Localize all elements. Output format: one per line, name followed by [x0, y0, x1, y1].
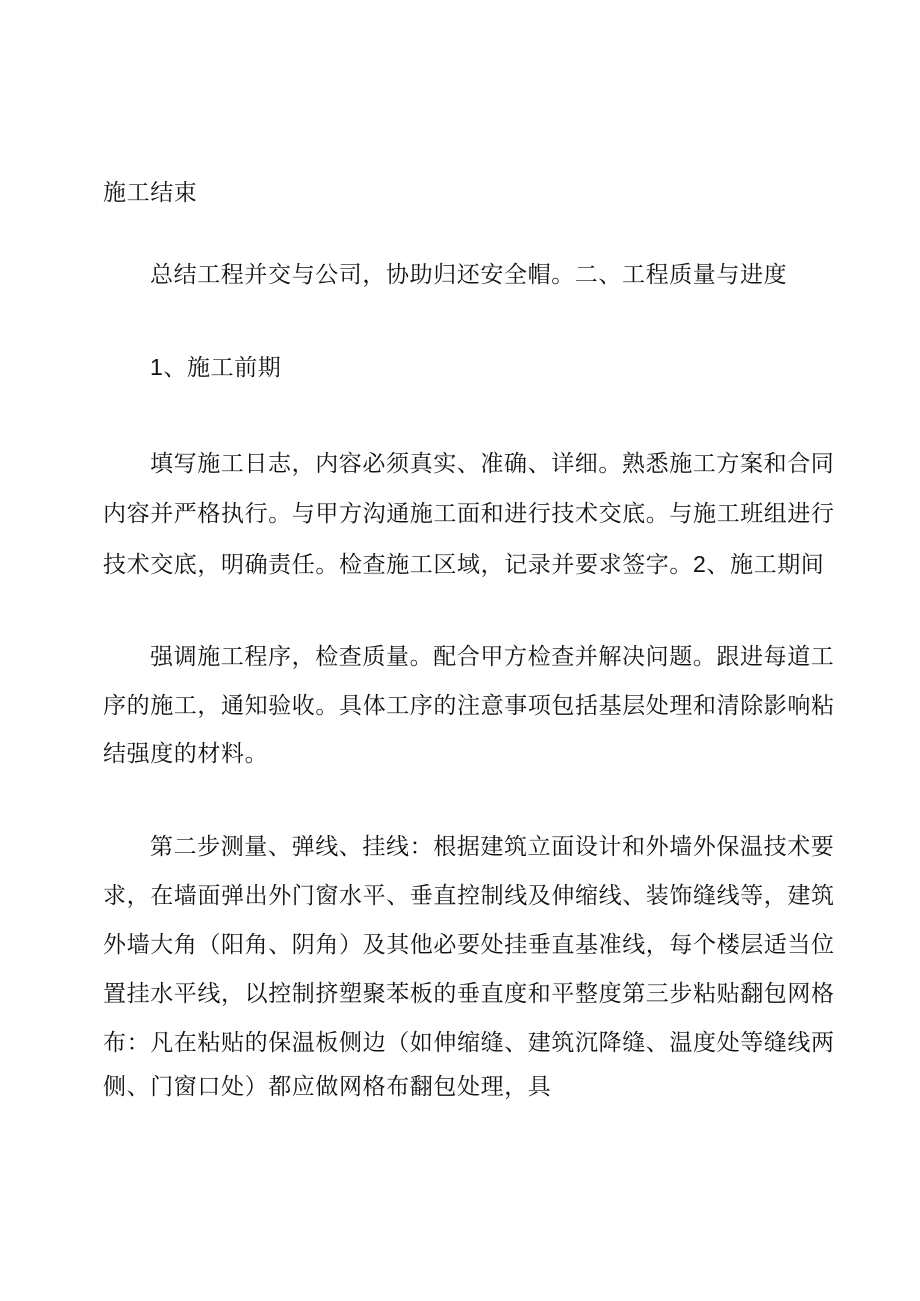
para3-line4: 置挂水平线，以控制挤塑聚苯板的垂直度和平整度第三步粘贴翻包网格	[103, 981, 835, 1007]
para2-line1: 强调施工程序，检查质量。配合甲方检查并解决问题。跟进每道工	[150, 644, 835, 670]
section-heading: 施工结束	[103, 180, 198, 206]
para2-line3: 结强度的材料。	[103, 741, 269, 767]
para3-line6: 侧、门窗口处）都应做网格布翻包处理，具	[103, 1074, 552, 1100]
para1-line2: 内容并严格执行。与甲方沟通施工面和进行技术交底。与施工班组进行	[103, 501, 835, 527]
section-2-number: 2	[693, 551, 707, 577]
section-1-number: 1	[150, 354, 164, 380]
para3-line2: 求，在墙面弹出外门窗水平、垂直控制线及伸缩线、装饰缝线等，建筑	[103, 883, 835, 909]
section-1-title	[150, 342, 281, 393]
section-1-text: 、施工前期	[163, 355, 282, 381]
para1-line3	[103, 539, 824, 590]
section-2-text: 、施工期间	[706, 552, 825, 578]
para2-line2: 序的施工，通知验收。具体工序的注意事项包括基层处理和清除影响粘	[103, 693, 835, 719]
para3-line3: 外墙大角（阳角、阴角）及其他必要处挂垂直基准线，每个楼层适当位	[103, 932, 835, 958]
summary-line: 总结工程并交与公司，协助归还安全帽。二、工程质量与进度	[150, 262, 788, 288]
para3-line1: 第二步测量、弹线、挂线：根据建筑立面设计和外墙外保温技术要	[150, 834, 835, 860]
para3-line5: 布：凡在粘贴的保温板侧边（如伸缩缝、建筑沉降缝、温度处等缝线两	[103, 1030, 835, 1056]
para1-line1: 填写施工日志，内容必须真实、准确、详细。熟悉施工方案和合同	[150, 451, 835, 477]
para1-line3-text: 技术交底，明确责任。检查施工区域，记录并要求签字。	[103, 552, 693, 578]
